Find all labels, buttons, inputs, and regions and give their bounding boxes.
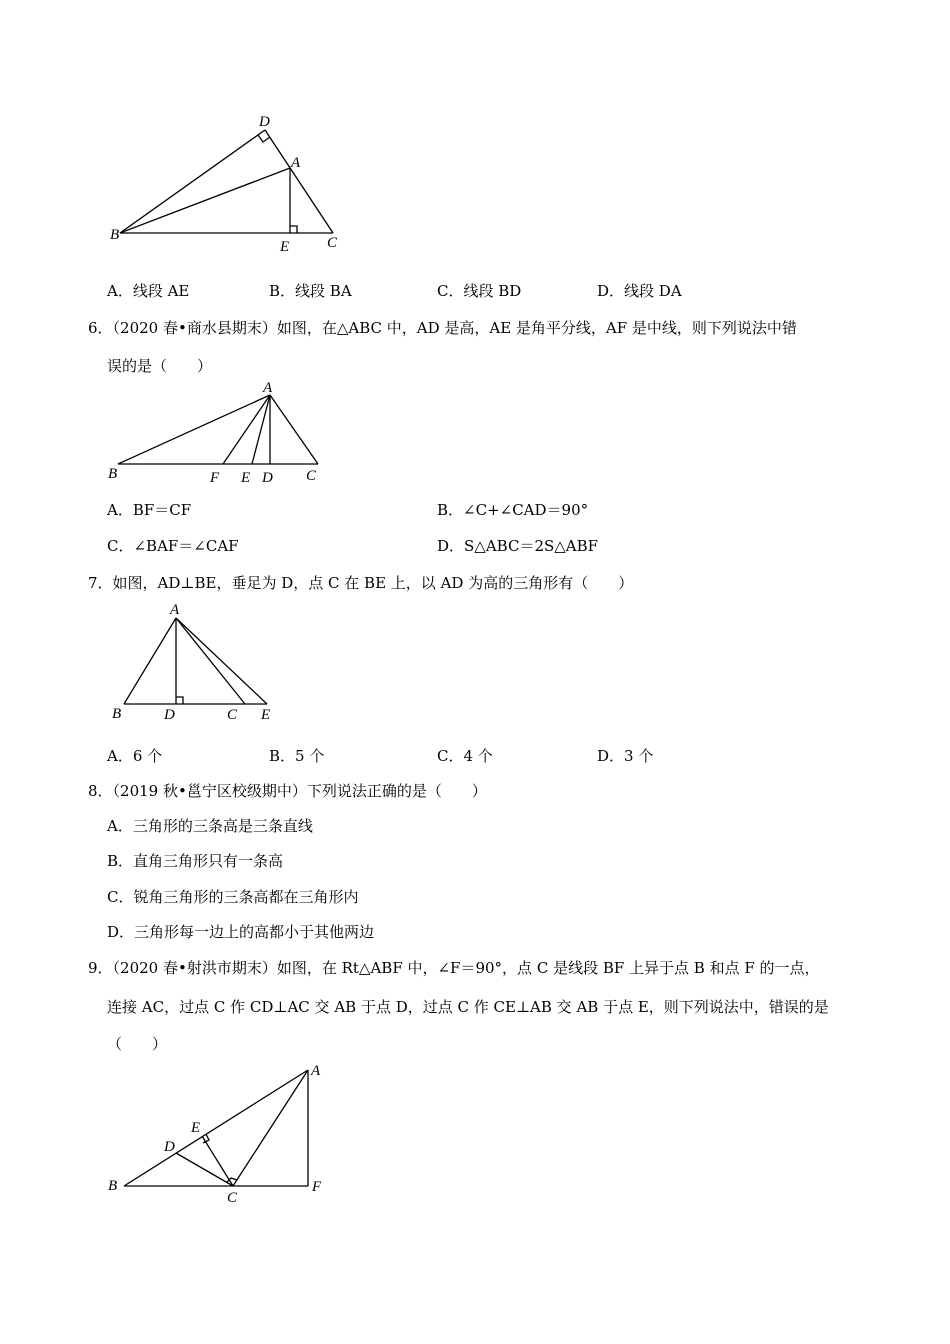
q7-label-B: B (112, 706, 122, 722)
q9-label-B: B (108, 1178, 118, 1194)
q7-line-AB (124, 618, 176, 704)
q5-figure (100, 105, 360, 255)
q6-label-C: C (306, 468, 317, 484)
q5-option-d: D．线段 DA (597, 282, 682, 300)
q7-option-b: B．5 个 (269, 747, 325, 765)
q6-option-a: A．BF＝CF (107, 501, 192, 519)
q5-line-DC (265, 130, 333, 233)
q6-stem-line2: 误的是（ ） (107, 357, 213, 375)
q8-option-b: B．直角三角形只有一条高 (107, 852, 284, 870)
q8-option-c: C．锐角三角形的三条高都在三角形内 (107, 888, 359, 906)
q5-label-C: C (327, 235, 338, 251)
q7-option-a: A．6 个 (107, 747, 163, 765)
q9-figure (100, 1058, 340, 1208)
q7-label-E: E (261, 707, 271, 723)
q9-label-E: E (191, 1120, 201, 1136)
q5-label-D: D (259, 114, 270, 130)
q6-option-d: D．S△ABC＝2S△ABF (437, 537, 599, 555)
q7-option-d: D．3 个 (597, 747, 654, 765)
q9-line-AC (233, 1070, 308, 1186)
q5-option-b: B．线段 BA (269, 282, 352, 300)
q6-figure (100, 378, 340, 488)
q9-label-D: D (164, 1139, 175, 1155)
q6-line-AE (252, 395, 270, 464)
q5-label-B: B (110, 227, 120, 243)
q9-line-CD (176, 1153, 233, 1186)
q8-option-d: D．三角形每一边上的高都小于其他两边 (107, 923, 375, 941)
q7-option-c: C．4 个 (437, 747, 493, 765)
q7-stem: 7．如图，AD⊥BE，垂足为 D，点 C 在 BE 上，以 AD 为高的三角形有（ ） (88, 574, 634, 592)
q5-right-angle-E (290, 226, 297, 233)
q9-label-C: C (227, 1190, 238, 1206)
q6-label-B: B (108, 466, 118, 482)
q6-stem-line1: 6．（2020 春•商水县期末）如图，在△ABC 中，AD 是高，AE 是角平分线，AF 是中线，则下列说法中错 (88, 319, 797, 337)
q6-line-AC (270, 395, 318, 464)
q5-label-E: E (280, 239, 290, 255)
q6-label-E: E (241, 470, 251, 486)
q5-right-angle-D (258, 135, 270, 142)
q9-line-BA (124, 1070, 308, 1186)
q7-label-D: D (164, 707, 175, 723)
q9-label-A: A (311, 1063, 321, 1079)
q6-label-F: F (210, 470, 220, 486)
q6-label-A: A (263, 380, 273, 396)
q9-stem-line1: 9．（2020 春•射洪市期末）如图，在 Rt△ABF 中，∠F＝90°，点 C 是线段 BF 上异于点 B 和点 F 的一点， (88, 959, 820, 977)
q6-option-b: B．∠C+∠CAD＝90° (437, 501, 589, 519)
q6-option-c: C．∠BAF＝∠CAF (107, 537, 239, 555)
q8-option-a: A．三角形的三条高是三条直线 (107, 817, 313, 835)
q7-line-AC (176, 618, 245, 704)
q5-option-c: C．线段 BD (437, 282, 522, 300)
q9-label-F: F (312, 1179, 322, 1195)
q9-stem-line3: （ ） (107, 1035, 168, 1053)
q7-line-AE (176, 618, 267, 704)
q5-option-a: A．线段 AE (107, 282, 190, 300)
q9-stem-line2: 连接 AC，过点 C 作 CD⊥AC 交 AB 于点 D，过点 C 作 CE⊥AB 交 AB 于点 E，则下列说法中，错误的是 (107, 998, 829, 1016)
q6-label-D: D (262, 470, 273, 486)
q9-line-CE (202, 1136, 233, 1186)
q7-figure (100, 600, 290, 725)
q8-stem: 8．（2019 秋•邕宁区校级期中）下列说法正确的是（ ） (88, 782, 487, 800)
q5-label-A: A (291, 155, 301, 171)
q5-line-BA (120, 168, 290, 233)
q7-label-C: C (227, 707, 238, 723)
q7-right-angle-D (176, 697, 183, 704)
q5-line-BD (120, 130, 265, 233)
q7-label-A: A (170, 602, 180, 618)
